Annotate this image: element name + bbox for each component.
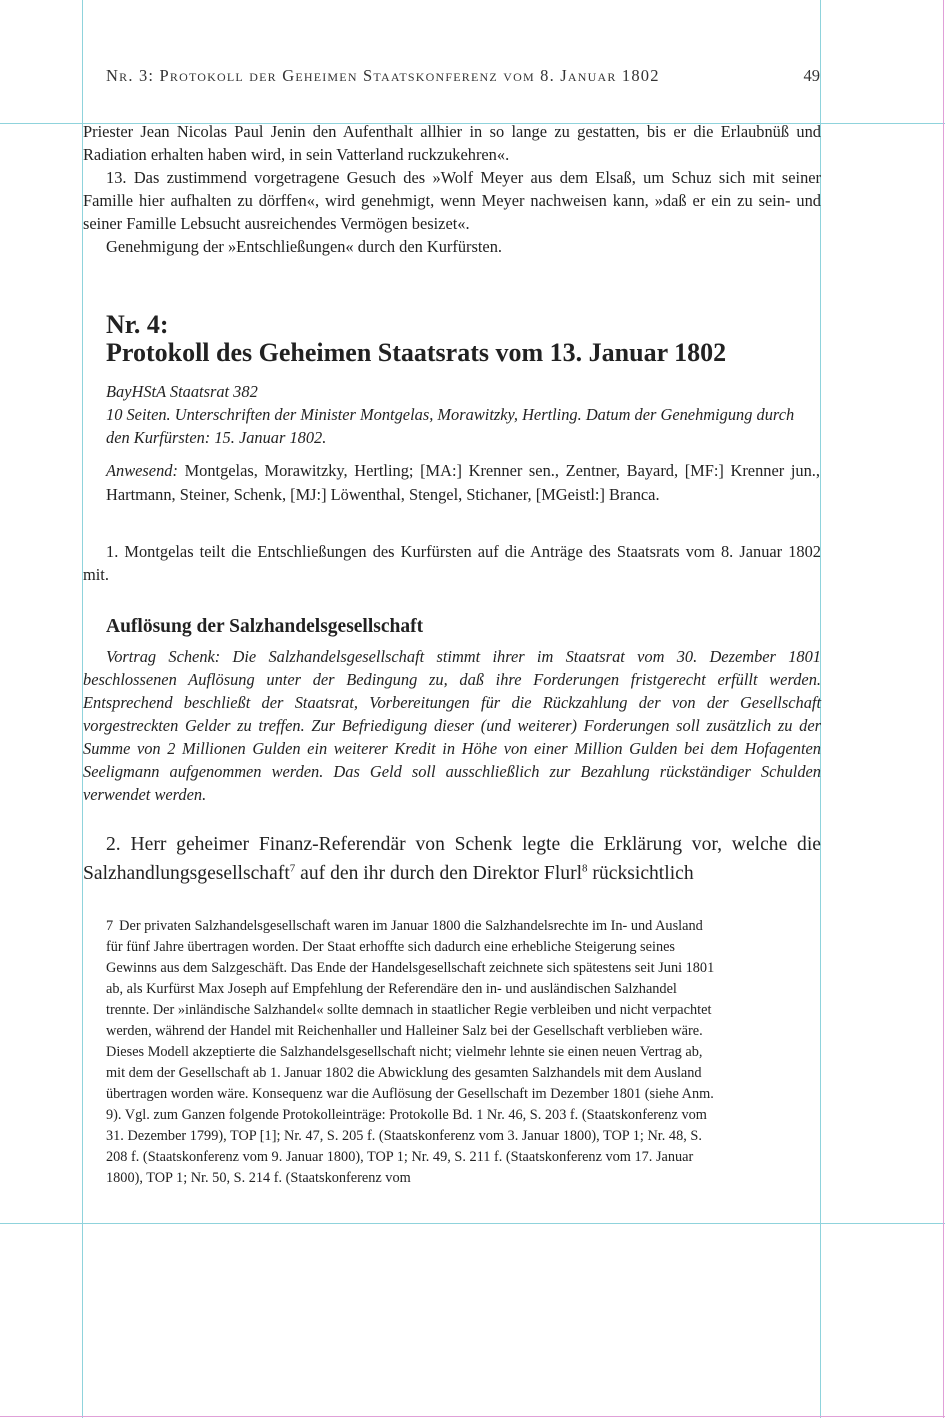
- paragraph-13: 13. Das zustimmend vorgetragene Gesuch des »Wolf Meyer aus dem Elsaß, um Schuz sich mit seiner Famille hier aufhalten zu dörffen«, wird genehmigt, wenn Meyer nachweisen kann, »daß er ein zu sein- und seiner Famille Lebsucht ausreichendes Vermögen besizet«.: [83, 168, 821, 233]
- continuation-line: Priester Jean Nicolas Paul Jenin den Aufenthalt allhier in so lange zu gestatten, bis er die Erlaubnüß und Radiation erhalten haben wird, in sein Vatterland ruckzukehren«.: [83, 122, 821, 164]
- present-members: [106, 459, 820, 507]
- item-2-text-a: 2. Herr geheimer Finanz-Referendär von Schenk legte die Erklärung vor, welche die Salzhandlungsgesellschaft: [83, 834, 821, 884]
- section-summary-text: Vortrag Schenk: Die Salzhandelsgesellschaft stimmt ihrer im Staatsrat vom 30. Dezember 1801 beschlossenen Auflösung unter der Bedingung zu, daß ihre Forderungen fristgerecht erfüllt werden. Entsprechend beschließt der Staatsrat, Vorbereitungen für die Rückzahlung der von der Gesellschaft vorgestreckten Gelder zu treffen. Zur Befriedigung dieser (und weiterer) Forderungen soll zusätzlich zu der Summe von 2 Millionen Gulden ein weiterer Kredit in Höhe von einer Million Gulden bei dem Hofagenten Seeligmann aufgenommen werden. Das Geld soll ausschließlich zur Bezahlung rückständiger Schulden verwendet werden.: [83, 647, 821, 804]
- footnote-ref-7[interactable]: 7: [289, 862, 296, 875]
- item-2-text-c: rücksichtlich: [587, 863, 694, 884]
- footnote-ref-8[interactable]: 8: [582, 862, 588, 875]
- page-number: 49: [803, 66, 820, 85]
- archive-signature: BayHStA Staatsrat 382: [106, 382, 258, 401]
- item-2: [83, 830, 821, 888]
- guide-bottom-margin: [0, 1223, 945, 1224]
- item-1-text: 1. Montgelas teilt die Entschließungen des Kurfürsten auf die Anträge des Staatsrats vom 8. Januar 1802 mit.: [83, 542, 821, 584]
- document-heading: Protokoll des Geheimen Staatsrats vom 13. Januar 1802: [106, 338, 727, 367]
- guide-page-edge-bottom: [0, 1416, 945, 1417]
- document-number: Nr. 4:: [106, 310, 169, 339]
- running-head: [106, 66, 820, 86]
- item-1: [83, 540, 821, 586]
- section-summary: [83, 645, 821, 806]
- document-meta: [106, 380, 820, 449]
- present-list: Montgelas, Morawitzky, Hertling; [MA:] Krenner sen., Zentner, Bayard, [MF:] Krenner jun., Hartmann, Steiner, Schenk, [MJ:] Löwenthal, Stengel, Stichaner, [MGeistl:] Branca.: [106, 461, 820, 504]
- present-label: Anwesend:: [106, 461, 178, 480]
- section-heading: Auflösung der Salzhandelsgesellschaft: [106, 616, 424, 637]
- approval-note: Genehmigung der »Entschließungen« durch den Kurfürsten.: [106, 237, 503, 256]
- document-title: [106, 311, 820, 367]
- guide-page-edge-right: [943, 0, 944, 1418]
- footnote-text: Der privaten Salzhandelsgesellschaft waren im Januar 1800 die Salzhandelsrechte im In- und Ausland für fünf Jahre übertragen worden. Der Staat erhoffte sich dadurch eine erhebliche Steigerung seines Gewinns aus dem Salzgeschäft. Das Ende der Handelsgesellschaft zeichnete sich spätestens seit Juni 1801 ab, als Kurfürst Max Joseph auf Empfehlung der Referendäre den in- und ausländischen Salzhandel trennte. Der »inländische Salzhandel« sollte demnach in staatlicher Regie verbleiben und nicht verpachtet werden, während der Handel mit Reichenhaller und Halleiner Salz bei der Gesellschaft verblieben wäre. Dieses Modell akzeptierte die Salzhandelsgesellschaft nicht; vielmehr lehnte sie einen neuen Vertrag ab, mit dem der Gesellschaft ab 1. Januar 1802 die Abwicklung des gesamten Salzhandels mit dem Ausland übertragen worden wäre. Konsequenz war die Auflösung der Gesellschaft im Dezember 1801 (siehe Anm. 9). Vgl. zum Ganzen folgende Protokolleinträge: Protokolle Bd. 1 Nr. 46, S. 203 f. (Staatskonferenz vom 31. Dezember 1799), TOP [1]; Nr. 47, S. 205 f. (Staatskonferenz vom 3. Januar 1800), TOP 1; Nr. 48, S. 208 f. (Staatskonferenz vom 9. Januar 1800), TOP 1; Nr. 49, S. 211 f. (Staatskonferenz vom 17. Januar 1800), TOP 1; Nr. 50, S. 214 f. (Staatskonferenz vom: [106, 918, 715, 1186]
- footnote-7: [106, 916, 716, 1189]
- footnote-number: 7: [106, 918, 114, 934]
- document-description: 10 Seiten. Unterschriften der Minister Montgelas, Morawitzky, Hertling. Datum der Genehmigung durch den Kurfürsten: 15. Januar 1802.: [106, 405, 795, 447]
- continuation-text: [83, 120, 821, 258]
- item-2-text-b: auf den ihr durch den Direktor Flurl: [295, 863, 583, 884]
- running-head-title: Nr. 3: Protokoll der Geheimen Staatskonferenz vom 8. Januar 1802: [106, 66, 660, 85]
